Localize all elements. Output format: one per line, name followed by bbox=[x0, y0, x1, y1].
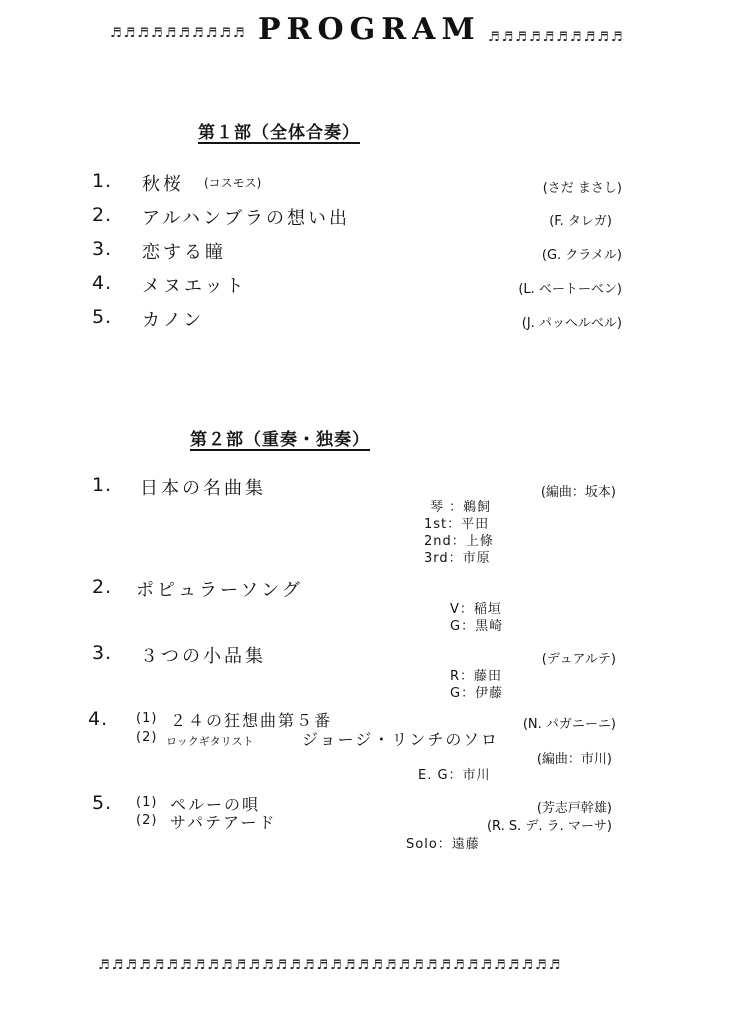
item-number: 3. bbox=[92, 642, 113, 664]
header-notes-right: ♬♬♬♬♬♬♬♬♬♬ bbox=[488, 30, 625, 45]
composer: (編曲：坂本) bbox=[540, 485, 616, 500]
item-number: 5. bbox=[92, 792, 113, 814]
sub-label: (2) bbox=[136, 813, 158, 828]
item-number: 2. bbox=[92, 204, 113, 226]
piece-note: (コスモス) bbox=[204, 176, 262, 190]
item-number: 5. bbox=[92, 306, 113, 328]
performer-credit: G：伊藤 bbox=[450, 686, 504, 701]
piece-title: 恋する瞳 bbox=[142, 242, 226, 263]
composer: (N. パガニーニ) bbox=[522, 717, 616, 732]
item-number: 4. bbox=[92, 272, 113, 294]
item-number: 1. bbox=[92, 474, 113, 496]
footer-notes: ♬♬♬♬♬♬♬♬♬♬♬♬♬♬♬♬♬♬♬♬♬♬♬♬♬♬♬♬♬♬♬♬♬♬ bbox=[98, 958, 563, 973]
sub-label: (1) bbox=[136, 711, 158, 726]
composer: (L. ベートーベン) bbox=[518, 282, 622, 297]
item-number: 4. bbox=[88, 708, 109, 730]
part2-heading: 第２部（重奏・独奏） bbox=[190, 430, 370, 450]
piece-title: 秋桜 bbox=[142, 174, 184, 195]
piece-title: ２４の狂想曲第５番 bbox=[170, 711, 333, 730]
page-title: PROGRAM bbox=[258, 12, 481, 47]
composer: (F. タレガ) bbox=[549, 214, 612, 229]
piece-title: メヌエット bbox=[142, 276, 247, 297]
composer: (編曲：市川) bbox=[536, 752, 612, 767]
piece-title: ポピュラーソング bbox=[136, 580, 303, 601]
performer-credit: Solo：遠藤 bbox=[406, 837, 480, 852]
part1-heading: 第１部（全体合奏） bbox=[198, 123, 360, 143]
composer: (さだ まさし) bbox=[542, 181, 622, 196]
composer: (芳志戸幹雄) bbox=[536, 801, 612, 816]
performer-credit: 琴 ：鵜飼 bbox=[430, 500, 492, 515]
piece-prefix: ロックギタリスト bbox=[166, 735, 254, 748]
performer-credit: 2nd：上條 bbox=[424, 534, 494, 549]
performer-credit: G：黒崎 bbox=[450, 619, 504, 634]
sub-label: (2) bbox=[136, 730, 158, 745]
item-number: 2. bbox=[92, 576, 113, 598]
performer-credit: 3rd：市原 bbox=[424, 551, 491, 566]
composer: (G. クラメル) bbox=[541, 248, 622, 263]
sub-label: (1) bbox=[136, 795, 158, 810]
performer-credit: E. G：市川 bbox=[418, 768, 491, 783]
piece-title: 日本の名曲集 bbox=[140, 478, 266, 499]
piece-title: ３つの小品集 bbox=[140, 646, 266, 667]
piece-title: カノン bbox=[142, 310, 205, 331]
piece-title: ジョージ・リンチのソロ bbox=[302, 730, 500, 749]
composer: (J. パッヘルベル) bbox=[521, 316, 622, 331]
piece-title: ペルーの唄 bbox=[170, 795, 261, 814]
piece-title: サパテアード bbox=[170, 813, 277, 832]
performer-credit: V：稲垣 bbox=[450, 602, 502, 617]
performer-credit: R：藤田 bbox=[450, 669, 503, 684]
composer: (デュアルテ) bbox=[541, 652, 616, 667]
piece-title: アルハンブラの想い出 bbox=[142, 208, 351, 229]
item-number: 1. bbox=[92, 170, 113, 192]
item-number: 3. bbox=[92, 238, 113, 260]
performer-credit: 1st：平田 bbox=[424, 517, 490, 532]
header-notes-left: ♬♬♬♬♬♬♬♬♬♬ bbox=[110, 26, 247, 41]
composer: (R. S. デ. ラ. マーサ) bbox=[486, 819, 612, 834]
